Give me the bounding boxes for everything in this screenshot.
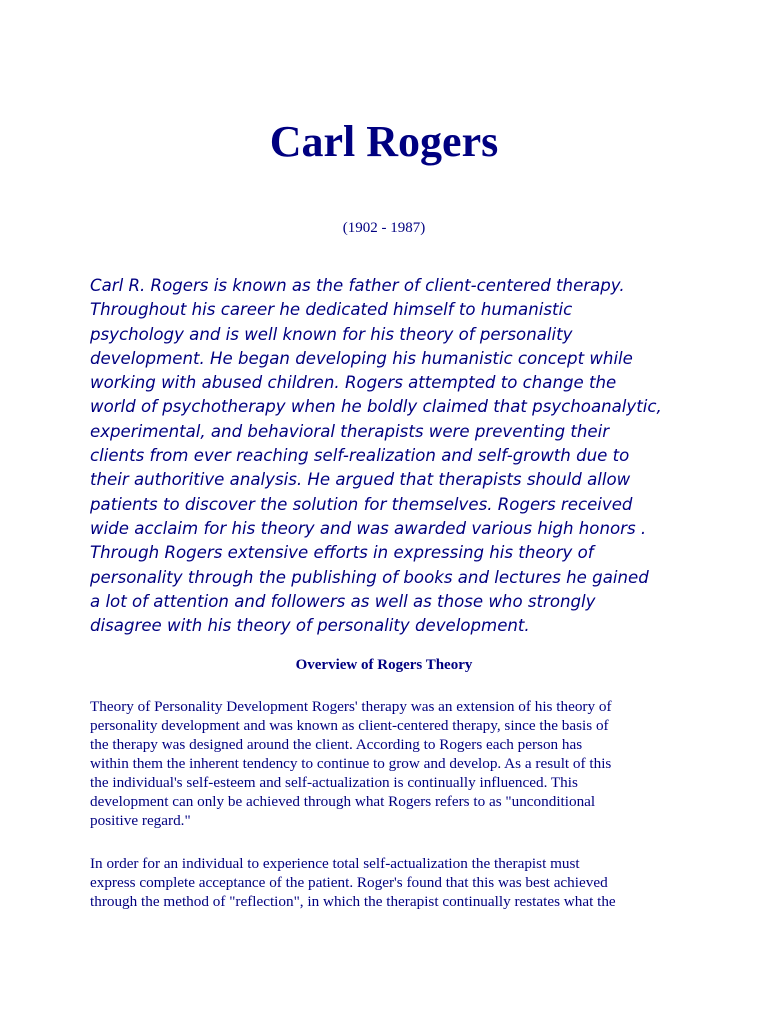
life-dates: (1902 - 1987) <box>342 220 426 236</box>
intro-line: Throughout his career he dedicated himself to humanistic <box>90 300 573 320</box>
paragraph-line: Theory of Personality Development Rogers' therapy was an extension of his theory of <box>90 698 612 715</box>
intro-line: Carl R. Rogers is known as the father of client-centered therapy. <box>90 276 625 295</box>
intro-line: experimental, and behavioral therapists were preventing their <box>90 421 610 441</box>
intro-line: development. He began developing his humanistic concept while <box>90 348 633 368</box>
paragraph-line: the therapy was designed around the client. According to Rogers each person has <box>90 736 583 753</box>
body-paragraph-1 <box>90 697 690 830</box>
intro-line: disagree with his theory of personality development. <box>90 616 530 636</box>
intro-line: world of psychotherapy when he boldly claimed that psychoanalytic, <box>90 397 662 417</box>
intro-line: a lot of attention and followers as well as those who strongly <box>90 591 596 611</box>
body-paragraph-2 <box>90 854 690 911</box>
paragraph-line: development can only be achieved through what Rogers refers to as "unconditional <box>90 793 596 810</box>
paragraph-line: personality development and was known as client-centered therapy, since the basis of <box>90 717 609 734</box>
intro-line: clients from ever reaching self-realization and self-growth due to <box>90 446 630 466</box>
paragraph-line: within them the inherent tendency to continue to grow and develop. As a result of this <box>90 755 612 772</box>
intro-line: their authoritive analysis. He argued that therapists should allow <box>90 470 631 490</box>
page-title: Carl Rogers <box>269 117 499 166</box>
intro-line: personality through the publishing of books and lectures he gained <box>90 567 649 587</box>
paragraph-line: In order for an individual to experience total self-actualization the therapist must <box>90 855 580 872</box>
paragraph-line: express complete acceptance of the patient. Roger's found that this was best achieved <box>90 874 608 891</box>
section-heading: Overview of Rogers Theory <box>295 657 473 673</box>
intro-line: psychology and is well known for his theory of personality <box>90 324 573 344</box>
intro-line: Through Rogers extensive efforts in expressing his theory of <box>90 543 594 563</box>
intro-line: patients to discover the solution for themselves. Rogers received <box>90 494 633 514</box>
paragraph-line: positive regard." <box>90 812 191 829</box>
intro-line: wide acclaim for his theory and was awarded various high honors . <box>90 518 647 538</box>
paragraph-line: through the method of "reflection", in which the therapist continually restates what the <box>90 893 616 910</box>
paragraph-line: the individual's self-esteem and self-actualization is continually influenced. This <box>90 774 578 791</box>
intro-paragraph <box>90 274 690 638</box>
intro-line: working with abused children. Rogers attempted to change the <box>90 373 617 393</box>
